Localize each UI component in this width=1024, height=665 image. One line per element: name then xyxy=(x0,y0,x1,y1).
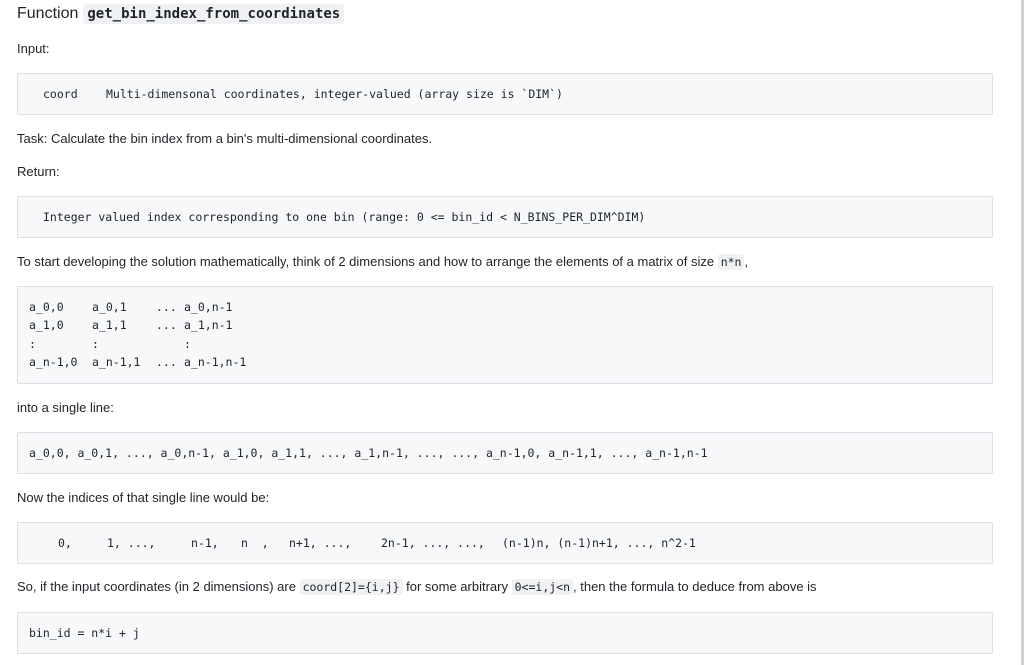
index-entry: n-1, xyxy=(191,536,219,550)
conclusion-part3: , then the formula to deduce from above is xyxy=(573,579,817,594)
conclusion xyxy=(17,578,817,596)
matrix-cell: a_1,1 xyxy=(92,318,127,332)
matrix-cell: a_n-1,n-1 xyxy=(184,355,247,369)
function-name: get_bin_index_from_coordinates xyxy=(83,4,344,24)
single-line-code-block xyxy=(17,432,993,474)
single-line-label: into a single line: xyxy=(17,400,114,415)
indices-code-block xyxy=(17,522,993,564)
input-label: Input: xyxy=(17,41,50,56)
matrix-intro-suffix: , xyxy=(744,254,749,269)
matrix-cell: ... xyxy=(156,318,177,332)
matrix-cell: a_n-1,0 xyxy=(29,355,78,369)
formula-text: bin_id = n*i + j xyxy=(29,626,140,640)
matrix-intro xyxy=(17,253,748,271)
matrix-cell: a_1,0 xyxy=(29,318,64,332)
coord-code: coord[2]={i,j} xyxy=(300,579,403,595)
formula-code-block xyxy=(17,612,993,654)
input-code-block xyxy=(17,73,993,115)
matrix-cell: a_0,n-1 xyxy=(184,300,233,314)
conclusion-part2: for some arbitrary xyxy=(406,579,508,594)
return-label: Return: xyxy=(17,164,60,179)
function-heading xyxy=(17,4,344,24)
index-entry: 1, ..., xyxy=(107,536,156,550)
matrix-code-block xyxy=(17,286,993,384)
return-code-block xyxy=(17,196,993,238)
index-entry: 2n-1, ..., ..., xyxy=(381,536,485,550)
range-code: 0<=i,j<n xyxy=(512,579,573,595)
matrix-cell: a_n-1,1 xyxy=(92,355,141,369)
matrix-cell: ... xyxy=(156,355,177,369)
return-text: Integer valued index corresponding to one bin (range: 0 <= bin_id < N_BINS_PER_DIM^DIM) xyxy=(43,210,646,224)
index-entry: 0, xyxy=(58,536,72,550)
matrix-intro-text: To start developing the solution mathematically, think of 2 dimensions and how to arrange the elements of a matrix of size xyxy=(17,254,715,269)
matrix-cell: ... xyxy=(156,300,177,314)
matrix-cell: a_1,n-1 xyxy=(184,318,233,332)
matrix-cell: : xyxy=(184,337,191,351)
matrix-cell: a_0,1 xyxy=(92,300,127,314)
matrix-cell: : xyxy=(29,337,36,351)
matrix-size-code: n*n xyxy=(718,254,745,270)
indices-label: Now the indices of that single line would be: xyxy=(17,490,270,505)
matrix-cell: : xyxy=(92,337,99,351)
param-description: Multi-dimensonal coordinates, integer-valued (array size is `DIM`) xyxy=(106,87,563,101)
param-name: coord xyxy=(43,87,78,101)
index-entry: n , xyxy=(241,536,269,550)
index-entry: (n-1)n, (n-1)n+1, ..., n^2-1 xyxy=(502,536,696,550)
matrix-cell: a_0,0 xyxy=(29,300,64,314)
heading-prefix: Function xyxy=(17,5,79,22)
conclusion-part1: So, if the input coordinates (in 2 dimensions) are xyxy=(17,579,296,594)
task-text: Task: Calculate the bin index from a bin's multi-dimensional coordinates. xyxy=(17,131,433,146)
index-entry: n+1, ..., xyxy=(289,536,352,550)
single-line-text: a_0,0, a_0,1, ..., a_0,n-1, a_1,0, a_1,1, ..., a_1,n-1, ..., ..., a_n-1,0, a_n-1,1, ..., a_n-1,n-1 xyxy=(29,446,708,460)
